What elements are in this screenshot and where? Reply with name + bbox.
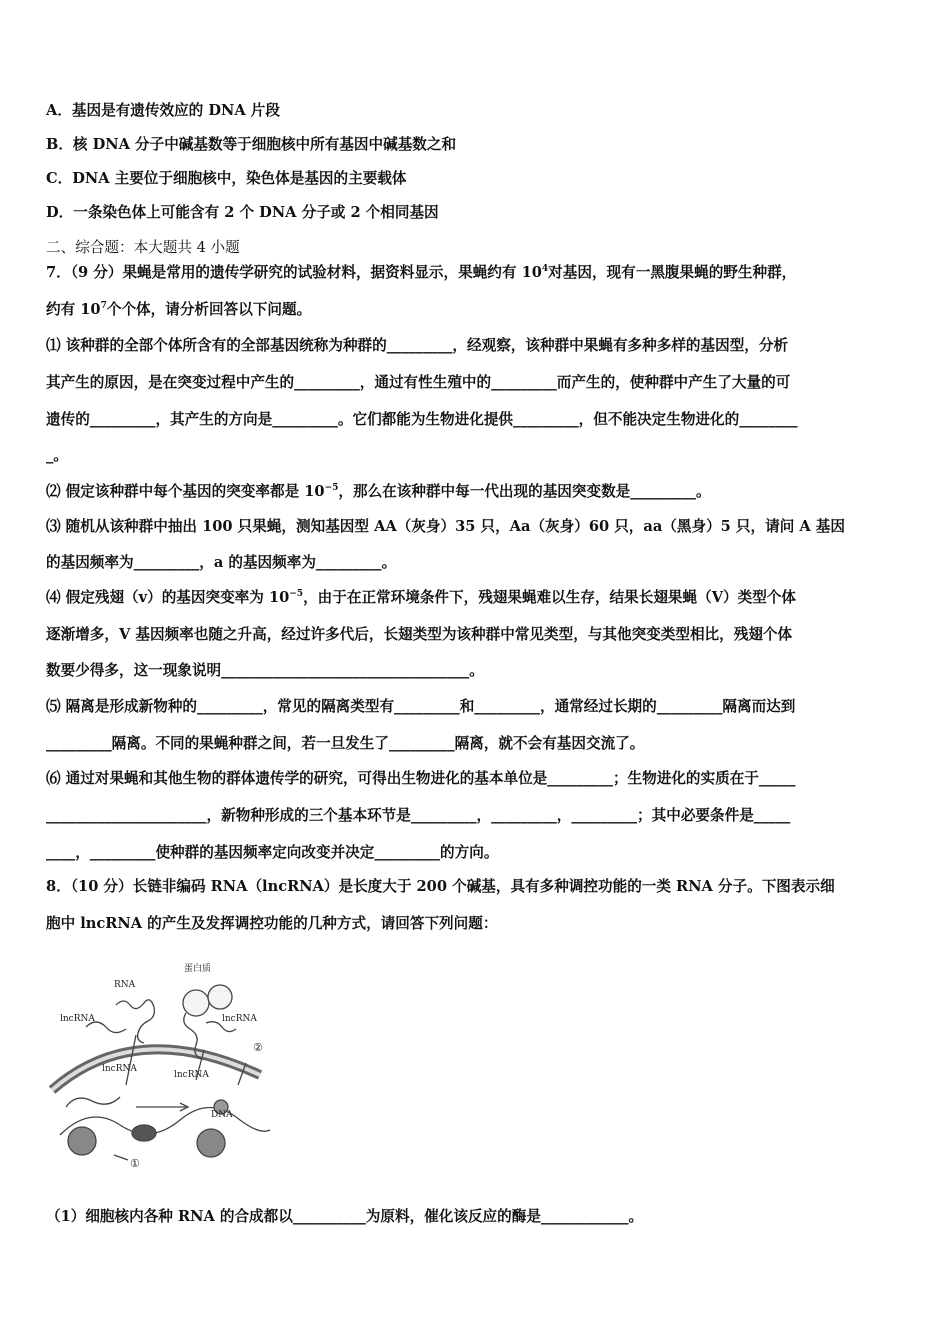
q7-part1-line4: _。: [46, 447, 68, 464]
q8-line-2: 胞中 lncRNA 的产生及发挥调控功能的几种方式，请回答下列问题：: [46, 915, 498, 932]
q8-part1: （1）细胞核内各种 RNA 的合成都以__________为原料，催化该反应的酶是____________。: [46, 1208, 644, 1225]
polymerase-left: [132, 1125, 156, 1141]
arrow-up-left: [126, 1035, 136, 1085]
q7-part4-line1-b: ，由于在正常环境条件下，残翅果蝇难以生存，结果长翅果蝇（V）类型个体: [303, 589, 796, 606]
q7-part2: [46, 482, 906, 502]
label-lncrna-left: lncRNA: [60, 1014, 95, 1024]
label-protein: 蛋白质: [184, 964, 212, 974]
q7-part3-line2: 的基因频率为_________，a 的基因频率为_________。: [46, 554, 397, 571]
q7-line-1: [46, 263, 906, 283]
label-rna: RNA: [114, 980, 136, 990]
q7-line-2-b: 个个体，请分析回答以下问题。: [106, 301, 312, 318]
protein-blob-2: [208, 985, 232, 1009]
q7-line-2-a: 约有 10: [46, 301, 101, 318]
option-c: C．DNA 主要位于细胞核中，染色体是基因的主要载体: [46, 170, 407, 187]
q7-part2-a: ⑵ 假定该种群中每个基因的突变率都是 10: [46, 483, 325, 500]
lncrna-figure: [46, 955, 276, 1170]
q7-part1-line2: 其产生的原因，是在突变过程中产生的_________，通过有性生殖中的_________而产生的，使种群中产生了大量的可: [46, 374, 791, 391]
q7-line-2: [46, 300, 906, 320]
option-d: D．一条染色体上可能含有 2 个 DNA 分子或 2 个相同基因: [46, 204, 439, 221]
q7-part3-line1: ⑶ 随机从该种群中抽出 100 只果蝇，测知基因型 AA（灰身）35 只，Aa（灰身）60 只，aa（黑身）5 只，请问 A 基因: [46, 518, 845, 535]
q7-part4-line1-a: ⑷ 假定残翅（v）的基因突变率为 10: [46, 589, 290, 606]
label-dna: DNA: [211, 1110, 233, 1120]
option-b: B．核 DNA 分子中碱基数等于细胞核中所有基因中碱基数之和: [46, 136, 457, 153]
q7-line-2-sup: 7: [100, 301, 107, 312]
q7-line-1-sup: 4: [541, 264, 549, 275]
q8-line-1: 8．（10 分）长链非编码 RNA（lncRNA）是长度大于 200 个碱基，具有多种调控功能的一类 RNA 分子。下图表示细: [46, 878, 835, 895]
label-lncrna-mid2: lncRNA: [174, 1070, 209, 1080]
protein-blob-1: [183, 990, 209, 1016]
label-mark-2: ②: [253, 1041, 263, 1054]
q7-part4-line1-sup: −5: [289, 589, 304, 600]
nuclear-membrane-inner: [52, 1049, 260, 1090]
pointer-1: [114, 1155, 128, 1160]
q7-line-1-b: 对基因，现有一黑腹果蝇的野生种群，: [548, 264, 797, 281]
q7-part1-line1: ⑴ 该种群的全部个体所含有的全部基因统称为种群的_________，经观察，该种群中果蝇有多种多样的基因型，分析: [46, 337, 789, 354]
q7-part6-line1: ⑹ 通过对果蝇和其他生物的群体遗传学的研究，可得出生物进化的基本单位是_________；生物进化的实质在于_____: [46, 770, 796, 787]
q7-part5-line1: ⑸ 隔离是形成新物种的_________，常见的隔离类型有_________和_________，通常经过长期的_________隔离而达到: [46, 698, 796, 715]
q7-part6-line3: ____，_________使种群的基因频率定向改变并决定_________的方向。: [46, 844, 499, 861]
q7-part6-line2: ______________________，新物种形成的三个基本环节是_________，_________，_________；其中必要条件是_____: [46, 807, 791, 824]
label-lncrna-mid1: lncRNA: [102, 1064, 137, 1074]
chromatin-right: [197, 1129, 225, 1157]
section-heading: 二、综合题：本大题共 4 小题: [46, 239, 240, 256]
q7-part5-line2: _________隔离。不同的果蝇种群之间，若一旦发生了_________隔离，就不会有基因交流了。: [46, 735, 645, 752]
lncrna-coil: [66, 1097, 120, 1107]
label-lncrna-right: lncRNA: [222, 1014, 257, 1024]
q7-part1-line3: 遗传的_________，其产生的方向是_________。它们都能为生物进化提供_________，但不能决定生物进化的________: [46, 411, 798, 428]
chromatin-left: [68, 1127, 96, 1155]
q7-part4-line2: 逐渐增多，V 基因频率也随之升高，经过许多代后，长翅类型为该种群中常见类型，与其他突变类型相比，残翅个体: [46, 626, 793, 643]
option-a: A．基因是有遗传效应的 DNA 片段: [46, 102, 280, 119]
q7-part2-sup: −5: [324, 483, 339, 494]
q7-part4-line3: 数要少得多，这一现象说明__________________________________。: [46, 662, 484, 679]
q7-line-1-a: 7．（9 分）果蝇是常用的遗传学研究的试验材料，据资料显示，果蝇约有 10: [46, 264, 542, 281]
q7-part2-b: ，那么在该种群中每一代出现的基因突变数是_________。: [338, 483, 711, 500]
q7-part4-line1: [46, 588, 906, 608]
label-mark-1: ①: [130, 1157, 140, 1170]
